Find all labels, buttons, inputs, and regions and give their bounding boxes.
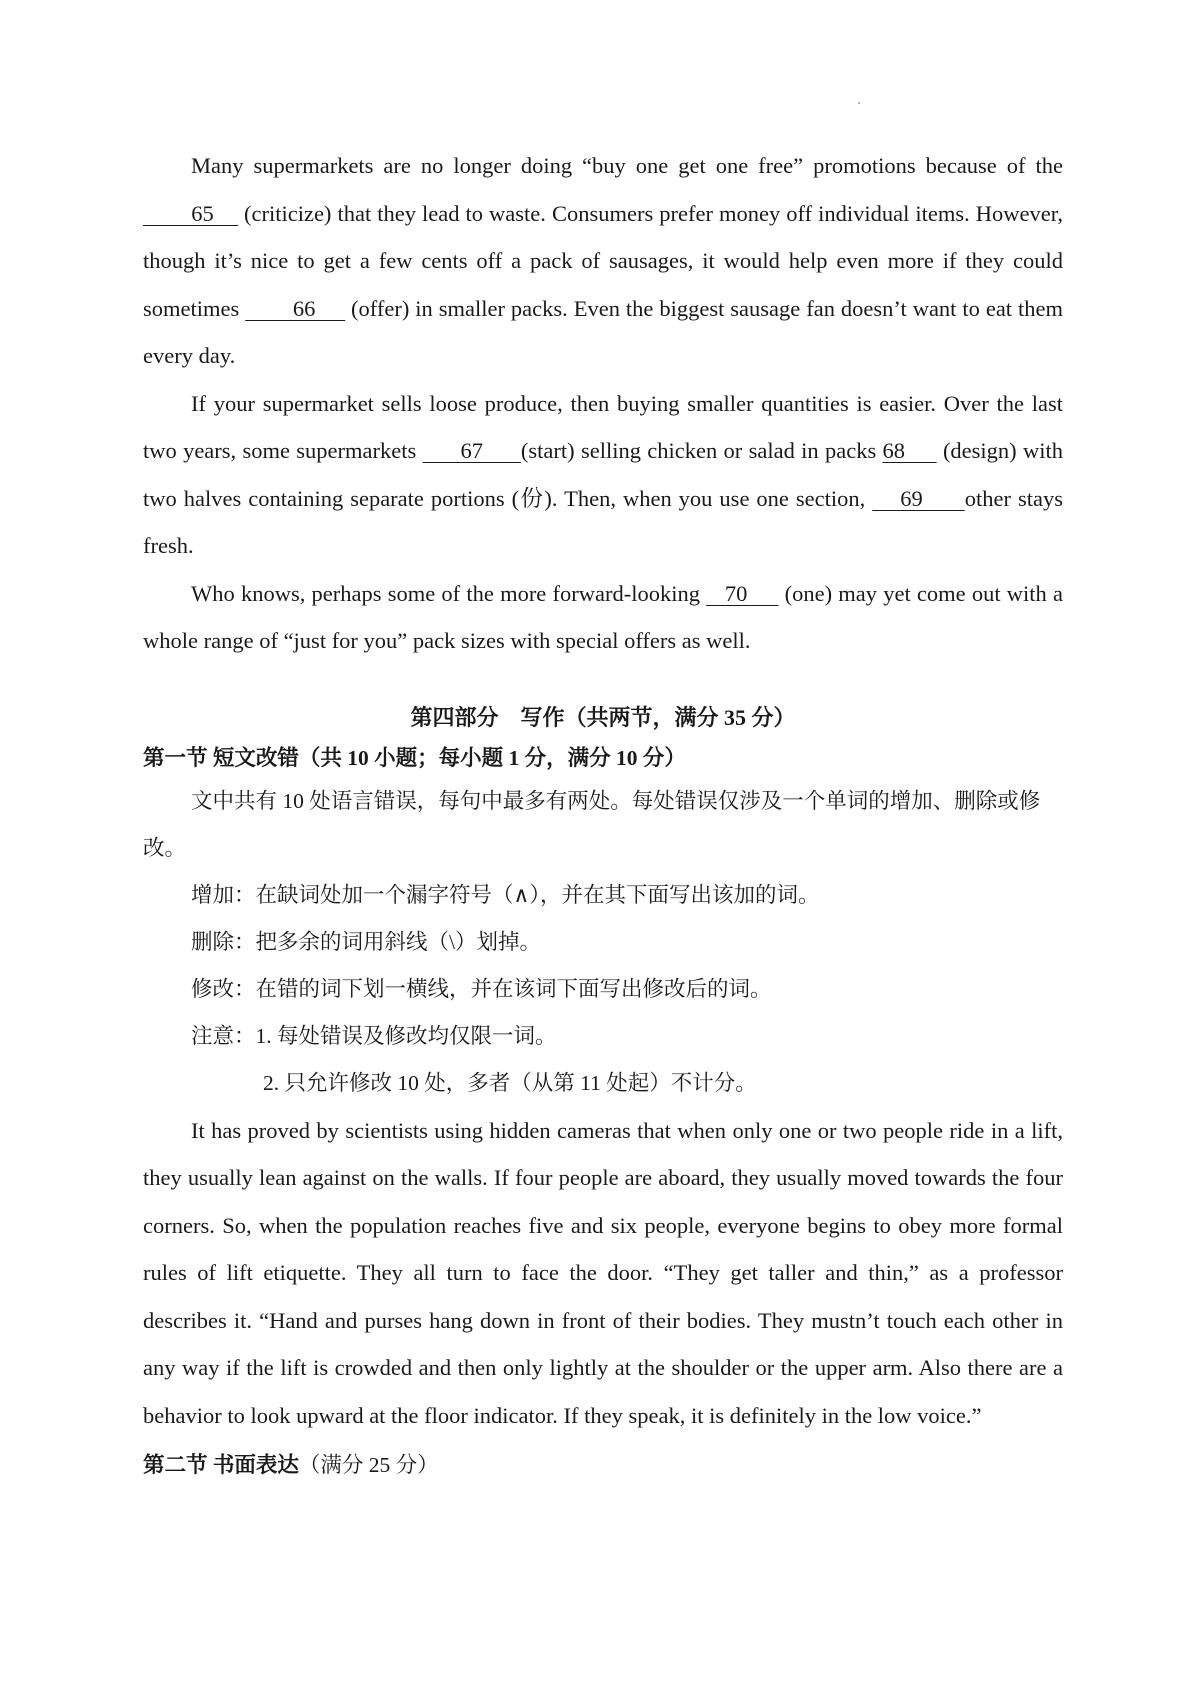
section-two-heading bbox=[143, 1445, 1063, 1485]
text-run: (one) may yet come out with a whole range of “just for you” pack sizes with special offers as well. bbox=[143, 580, 1064, 653]
instruction-modify: 修改：在错的词下划一横线，并在该词下面写出修改后的词。 bbox=[191, 976, 772, 1001]
blank-68: 68 bbox=[882, 438, 937, 463]
text-run: (offer) in smaller packs. Even the biggest sausage fan doesn’t want to eat them every day. bbox=[143, 295, 1064, 368]
section-two-score: （满分 25 分） bbox=[298, 1453, 439, 1477]
blank-66: 66 bbox=[245, 295, 346, 321]
section-one-title: 第一节 短文改错（共 10 小题；每小题 1 分，满分 10 分） bbox=[143, 745, 686, 770]
page-content bbox=[143, 142, 1063, 1485]
passage-paragraph-1 bbox=[143, 142, 1063, 380]
blank-70: 70 bbox=[706, 580, 779, 606]
text-run: (criticize) that they lead to waste. Consumers prefer money off individual items. However, though it’s nice to get a few cents off a pack of sausages, it would help even more if they could sometimes bbox=[143, 200, 1063, 321]
text-run: other stays fresh. bbox=[143, 485, 1064, 558]
speck-mark bbox=[858, 102, 860, 104]
part-four-title: 第四部分 写作（共两节，满分 35 分） bbox=[410, 704, 796, 730]
text-run: (start) selling chicken or salad in packs bbox=[520, 438, 883, 463]
text-run: Many supermarkets are no longer doing “buy one get one free” promotions because of the bbox=[191, 153, 1063, 178]
instruction-note-1: 注意：1. 每处错误及修改均仅限一词。 bbox=[191, 1023, 557, 1048]
blank-67: 67 bbox=[422, 438, 521, 463]
section-two-title: 第二节 书面表达 bbox=[143, 1453, 299, 1477]
passage-paragraph-3 bbox=[143, 570, 1063, 665]
text-run: If your supermarket sells loose produce, then buying smaller quantities is easier. Over the last two years, some supermarkets bbox=[143, 390, 1063, 463]
instructions-intro: 文中共有 10 处语言错误，每句中最多有两处。每处错误仅涉及一个单词的增加、删除或修改。 bbox=[143, 788, 1041, 860]
instruction-delete: 删除：把多余的词用斜线（\）划掉。 bbox=[191, 929, 541, 954]
text-run: Who knows, perhaps some of the more forward-looking bbox=[191, 580, 707, 606]
text-run: (design) with two halves containing separate portions (份). Then, when you use one section, bbox=[143, 438, 1063, 511]
instruction-add: 增加：在缺词处加一个漏字符号（∧），并在其下面写出该加的词。 bbox=[191, 882, 820, 907]
error-correction-passage: It has proved by scientists using hidden cameras that when only one or two people ride in a lift, they usually lean against on the walls. If four people are aboard, they usually moved towards the four corners. So, when the population reaches five and six people, everyone begins to obey more formal rules of lift etiquette. They all turn to face the door. “They get taller and thin,” as a professor describes it. “Hand and purses hang down in front of their bodies. They mustn’t touch each other in any way if the lift is crowded and then only lightly at the shoulder or the upper arm. Also there are a behavior to look upward at the floor indicator. If they speak, it is definitely in the low voice.” bbox=[143, 1117, 1063, 1428]
instruction-note-2: 2. 只允许修改 10 处，多者（从第 11 处起）不计分。 bbox=[263, 1070, 757, 1095]
blank-69: 69 bbox=[872, 485, 965, 511]
passage-paragraph-2 bbox=[143, 380, 1063, 570]
blank-65: 65 bbox=[143, 200, 238, 226]
